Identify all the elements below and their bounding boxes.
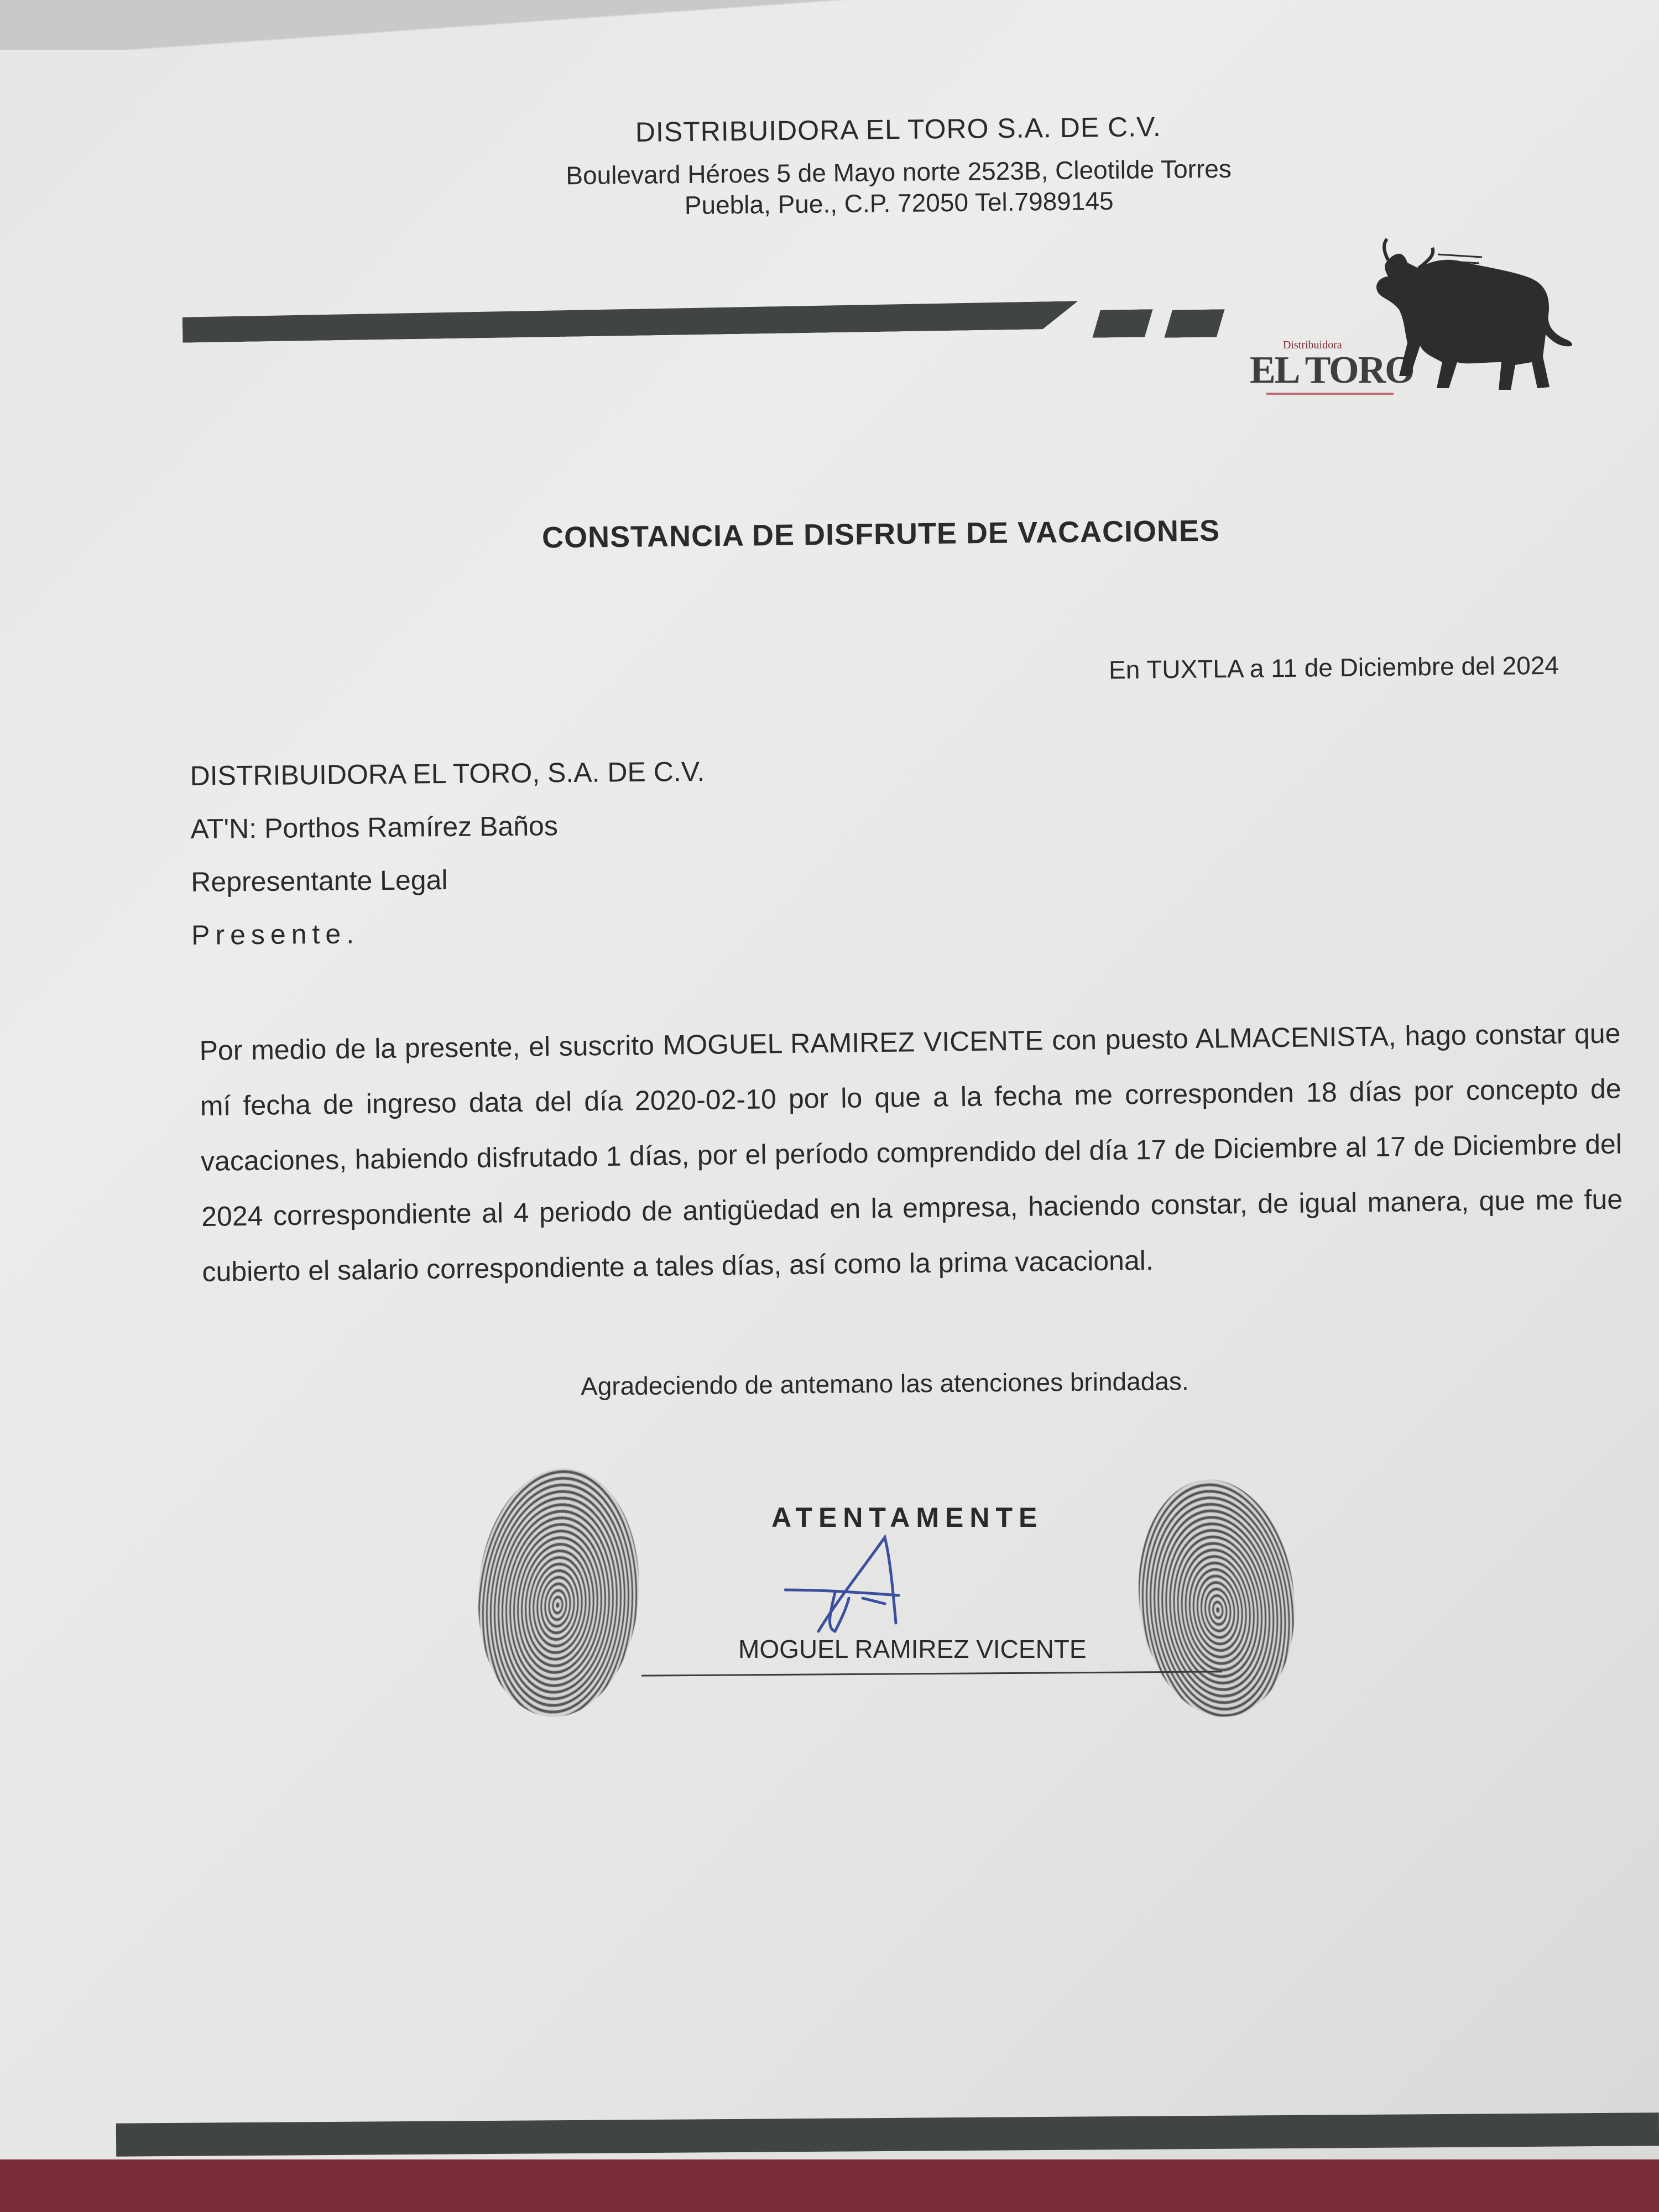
footer-accent-band [0,2159,1659,2212]
logo-small-text: Distribuidora [1283,339,1342,351]
fingerprint-right [1127,1472,1306,1725]
bull-icon [1366,238,1576,415]
addressee-attention: AT'N: Porthos Ramírez Baños [190,810,559,845]
date-line: En TUXTLA a 11 de Diciembre del 2024 [1108,650,1559,685]
company-logo [1244,238,1576,415]
addressee-role: Representante Legal [191,864,448,898]
addressee-greeting: Presente. [191,918,360,951]
handwritten-signature [752,1526,940,1642]
header-band [182,301,1079,342]
letterhead-address-line-2: Puebla, Pue., C.P. 72050 Tel.7989145 [684,186,1114,220]
signer-name: MOGUEL RAMIREZ VICENTE [738,1635,1087,1663]
footer-band [116,2112,1659,2156]
logo-brand-text: EL TORO [1250,349,1414,392]
header-band-dash [1092,309,1154,338]
top-shadow [0,0,1659,50]
letterhead [497,109,1300,222]
closing-salutation: ATENTAMENTE [771,1502,1044,1533]
body-paragraph: Por medio de la presente, el suscrito MOGUEL RAMIREZ VICENTE con puesto ALMACENISTA, hago constar que mí fecha de ingreso data del día 2020-02-10 por lo que a la fecha me corresponden 18 días por concepto de vacaciones, habiendo disfrutado 1 días, por el período comprendido del día 17 de Diciembre al 17 de Diciembre del 2024 correspondiente al 4 periodo de antigüedad en la empresa, haciendo constar, de igual manera, que me fue cubierto el salario correspondiente a tales días, así como la prima vacacional. [199,1018,1623,1287]
addressee-block [190,755,706,972]
fingerprint-left [470,1463,648,1722]
letterhead-company: DISTRIBUIDORA EL TORO S.A. DE C.V. [635,111,1162,148]
letterhead-address-line-1: Boulevard Héroes 5 de Mayo norte 2523B, Cleotilde Torres [566,154,1232,190]
closing-thanks: Agradeciendo de antemano las atenciones brindadas. [580,1366,1189,1401]
signature-line [641,1671,1222,1676]
document-title: CONSTANCIA DE DISFRUTE DE VACACIONES [541,514,1220,555]
header-band-dash [1164,309,1225,338]
addressee-company: DISTRIBUIDORA EL TORO, S.A. DE C.V. [190,755,705,792]
